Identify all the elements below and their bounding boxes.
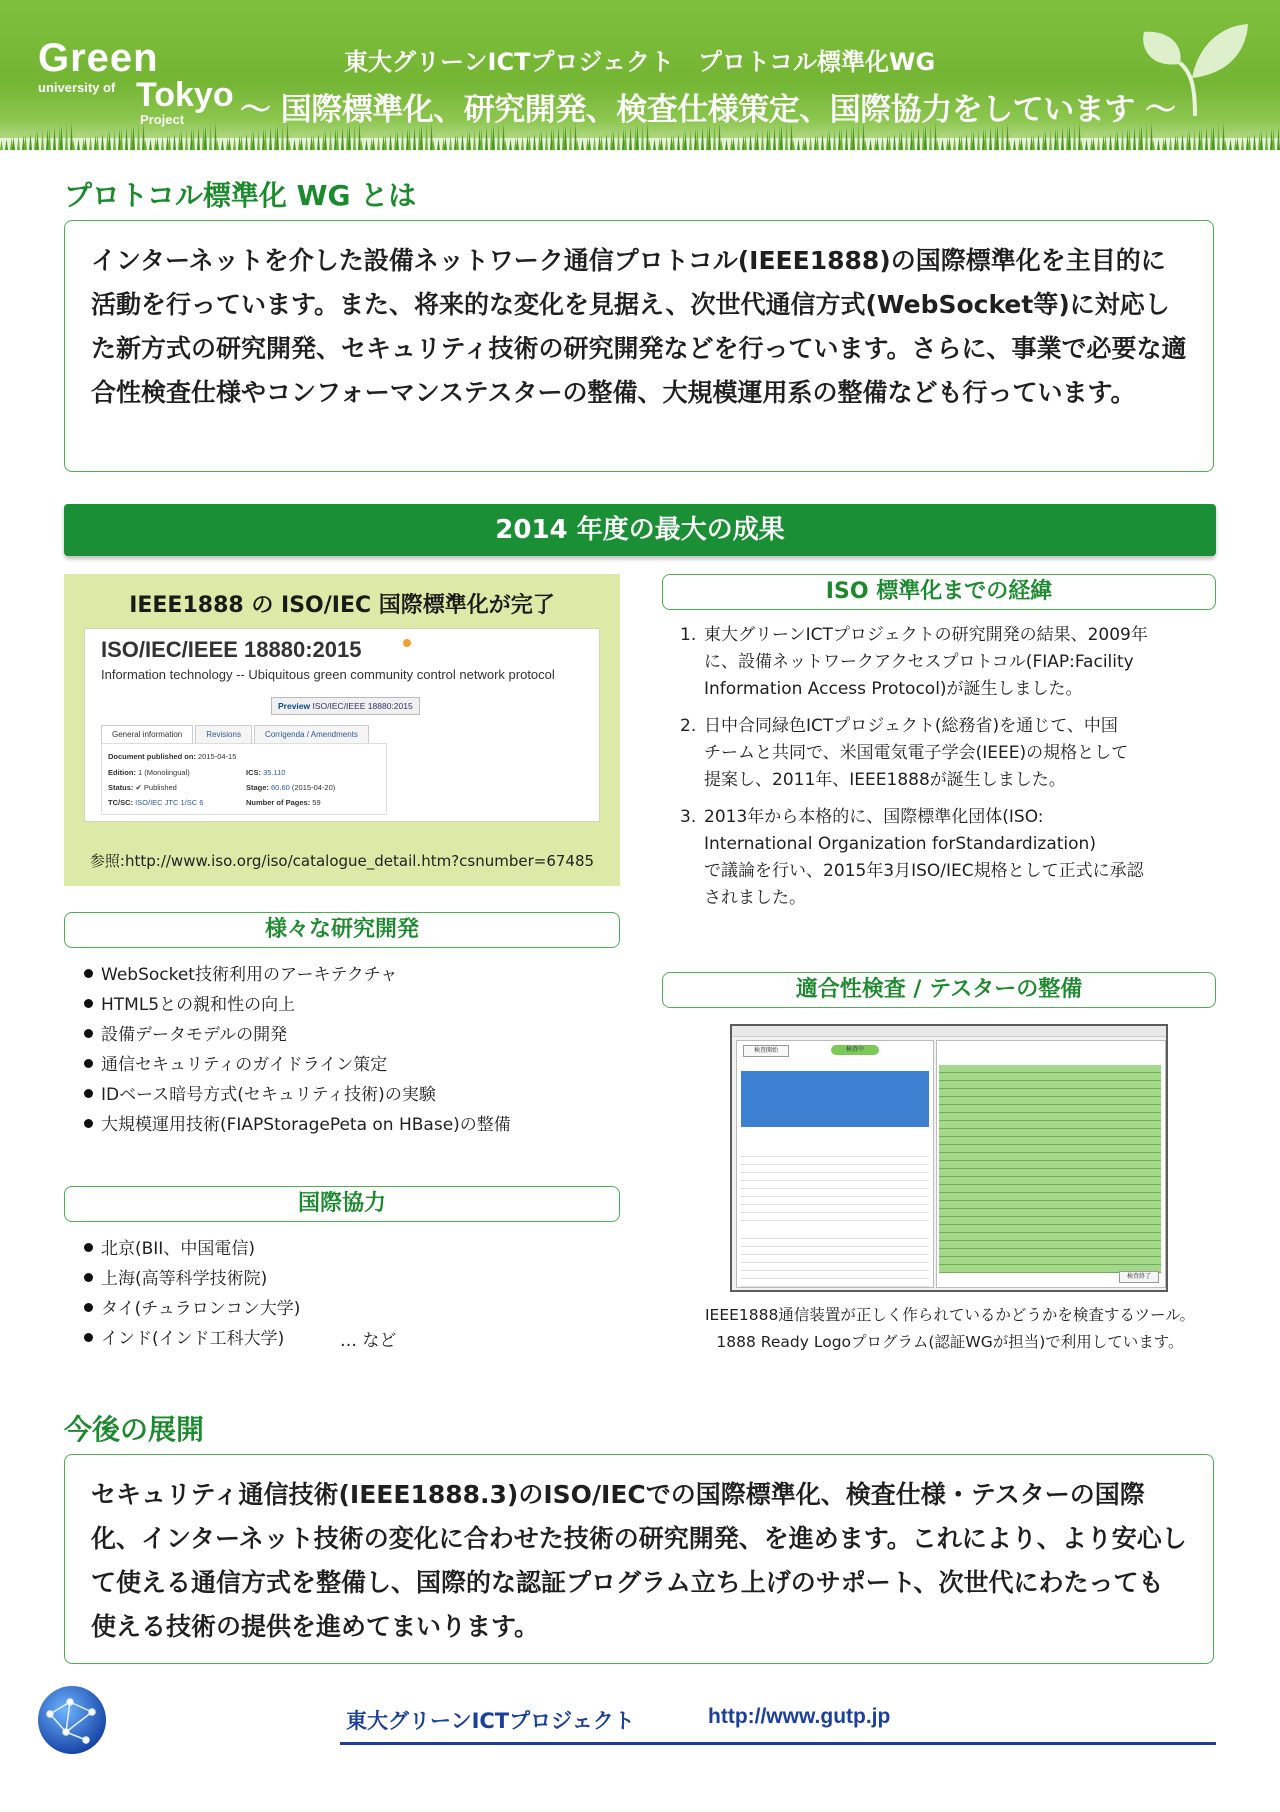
list-item [84,1234,300,1264]
preview-text: ISO/IEC/IEEE 18880:2015 [312,701,413,711]
intl-heading: 国際協力 [64,1186,620,1222]
footer-organization: 東大グリーンICTプロジェクト [346,1709,635,1733]
list-text: HTML5との親和性の向上 [101,995,296,1015]
list-number: 2. [680,716,697,736]
check-icon: ✔ [135,783,142,792]
bullet-icon [84,1303,93,1312]
table-row [741,1255,929,1263]
table-row [741,1247,929,1255]
table-row [939,1121,1161,1129]
intl-list [84,1234,300,1354]
table-row [939,1241,1161,1249]
bullet-icon [84,1029,93,1038]
table-row [939,1233,1161,1241]
edition-label: Edition: [108,768,136,777]
table-row [741,1189,929,1197]
iso-history-heading: ISO 標準化までの経緯 [662,574,1216,610]
table-row [741,1181,929,1189]
list-text: 通信セキュリティのガイドライン策定 [101,1055,388,1075]
tester-left-pane [736,1040,934,1288]
table-row [939,1073,1161,1081]
list-text: 上海(高等科学技術院) [101,1269,268,1289]
future-heading: 今後の展開 [64,1413,205,1446]
start-test-button[interactable]: 検査開始 [743,1045,789,1057]
preview-label: Preview [278,701,311,711]
table-row [741,1231,929,1239]
table-row [939,1185,1161,1193]
footer-url-link[interactable]: http://www.gutp.jp [708,1705,891,1728]
ics-link[interactable]: 35.110 [263,768,286,777]
about-body: インターネットを介した設備ネットワーク通信プロトコル(IEEE1888)の国際標準化を主目的に活動を行っています。また、将来的な変化を見据え、次世代通信方式(WebSocket等)に対応した新方式の研究開発、セキュリティ技術の研究開発などを行っています。さらに、事業で必要な適合性検査仕様やコンフォーマンステスターの整備、大規模運用系の整備なども行っています。 [91,246,1187,407]
status-label: Status: [108,783,134,792]
iso-general-info [101,743,387,815]
table-row [741,1279,929,1287]
bullet-icon [84,1059,93,1068]
logo-green: Green [38,36,159,80]
logo-project: Project [140,112,185,127]
status-value: Published [143,783,177,792]
list-text: 設備データモデルの開発 [101,1025,288,1045]
bullet-icon [84,1119,93,1128]
pages-value: 59 [312,798,321,807]
table-row [939,1145,1161,1153]
table-row [939,1065,1161,1073]
table-row [741,1239,929,1247]
preview-button[interactable] [271,697,420,715]
table-row [939,1153,1161,1161]
bullet-icon [84,1333,93,1342]
table-row [741,1263,929,1271]
finish-test-button[interactable]: 検査終了 [1119,1271,1159,1283]
selected-test-rows [741,1071,929,1127]
header-subtitle: ～ 国際標準化、研究開発、検査仕様策定、国際協力をしています ～ [240,92,1176,128]
table-row [939,1097,1161,1105]
list-number: 3. [680,807,697,827]
future-body: セキュリティ通信技術(IEEE1888.3)のISO/IECでの国際標準化、検査仕様・テスターの国際化、インターネット技術の変化に合わせた技術の研究開発、を進めます。これにより、より安心して使える通信方式を整備し、国際的な認証プログラム立ち上げのサポート、次世代にわたっても使える技術の提供を進めてまいります。 [91,1480,1187,1641]
about-box [64,220,1214,472]
table-row [939,1249,1161,1257]
table-row [741,1165,929,1173]
research-list [84,960,511,1140]
stage-date: (2015-04-20) [291,783,336,792]
table-row [939,1209,1161,1217]
table-row [939,1137,1161,1145]
list-item [84,990,511,1020]
stage-label: Stage: [246,783,269,792]
iso-catalogue-screenshot [84,628,600,822]
iso-tabs [101,725,371,743]
table-row [939,1217,1161,1225]
sprout-leaf-icon [1140,18,1250,118]
iso-shot-subtitle: Information technology -- Ubiquitous green community control network protocol [101,667,555,682]
test-status-badge: 検査中 [831,1045,879,1055]
table-row [939,1193,1161,1201]
list-item [84,1020,511,1050]
list-item [84,1050,511,1080]
list-text: WebSocket技術利用のアーキテクチャ [101,965,398,985]
list-text: タイ(チュラロンコン大学) [101,1299,301,1319]
table-row [939,1081,1161,1089]
research-heading: 様々な研究開発 [64,912,620,948]
tcsc-link[interactable]: ISO/IEC JTC 1/SC 6 [135,798,204,807]
list-item [84,1324,300,1354]
table-row [741,1205,929,1213]
list-item [84,1294,300,1324]
list-item [680,622,1220,703]
footer-divider [340,1742,1216,1745]
header-title: 東大グリーンICTプロジェクト プロトコル標準化WG [344,48,936,76]
bullet-icon [84,969,93,978]
list-text: IDベース暗号方式(セキュリティ技術)の実験 [101,1085,436,1105]
test-results-table [939,1065,1161,1273]
list-text: インド(インド工科大学) [101,1329,285,1349]
list-text: 東大グリーンICTプロジェクトの研究開発の結果、2009年 に、設備ネットワークアクセスプロトコル(FIAP:Facility Information Access Protocol)が誕生しました。 [704,625,1148,699]
tester-right-pane [936,1040,1166,1288]
table-row [939,1105,1161,1113]
tester-heading: 適合性検査 / テスターの整備 [662,972,1216,1008]
table-row [939,1177,1161,1185]
bullet-icon [84,1089,93,1098]
table-row [741,1157,929,1165]
table-row [741,1173,929,1181]
list-item [84,1080,511,1110]
list-item [84,960,511,990]
table-row [939,1201,1161,1209]
iso-reference-url: 参照:http://www.iso.org/iso/catalogue_detail.htm?csnumber=67485 [89,852,595,870]
tcsc-label: TC/SC: [108,798,133,807]
list-number: 1. [680,625,697,645]
stage-link[interactable]: 60.60 [271,783,290,792]
table-row [939,1129,1161,1137]
pages-label: Number of Pages: [246,798,311,807]
edition-value: 1 (Monolingual) [138,768,190,777]
table-row [939,1089,1161,1097]
list-text: 2013年から本格的に、国際標準化団体(ISO: International Organization forStandardization) で議論を行い、2015年3月ISO/IEC規格として正式に承認 されました。 [704,807,1144,908]
table-row [939,1257,1161,1265]
iso-history-list [680,622,1220,922]
test-table-2 [741,1231,929,1287]
tester-screenshot [730,1024,1168,1292]
iso-standard-panel [64,574,620,886]
tab-corrigenda[interactable]: Corrigenda / Amendments [254,725,369,743]
globe-network-icon [36,1684,108,1756]
future-box [64,1454,1214,1664]
about-heading: プロトコル標準化 WG とは [64,179,417,212]
header-banner [0,0,1280,150]
bullet-icon [84,999,93,1008]
tab-general-information[interactable]: General information [101,725,193,743]
table-row [939,1113,1161,1121]
rss-icon [403,639,411,647]
tab-revisions[interactable]: Revisions [195,725,252,743]
list-item [680,713,1220,794]
table-row [741,1149,929,1157]
tester-menubar [732,1026,1168,1037]
bullet-icon [84,1273,93,1282]
iso-shot-title: ISO/IEC/IEEE 18880:2015 [101,637,362,662]
table-row [741,1271,929,1279]
list-item [84,1264,300,1294]
intl-etc: … など [340,1331,397,1351]
published-value: 2015-04-15 [198,752,237,761]
bullet-icon [84,1243,93,1252]
logo-university-of: university of [38,80,116,95]
list-text: 大規模運用技術(FIAPStoragePeta on HBase)の整備 [101,1115,511,1135]
iso-panel-title: IEEE1888 の ISO/IEC 国際標準化が完了 [129,593,555,618]
published-label: Document published on: [108,752,196,761]
table-row [939,1169,1161,1177]
logo-tokyo: Tokyo [136,76,234,114]
list-text: 北京(BII、中国電信) [101,1239,255,1259]
test-table-1 [741,1149,929,1221]
list-item [680,804,1220,912]
list-item [84,1110,511,1140]
table-row [939,1161,1161,1169]
table-row [741,1213,929,1221]
results-banner: 2014 年度の最大の成果 [64,504,1216,556]
list-text: 日中合同緑色ICTプロジェクト(総務省)を通じて、中国 チームと共同で、米国電気電子学会(IEEE)の規格として 提案し、2011年、IEEE1888が誕生しました。 [704,716,1129,790]
table-row [741,1197,929,1205]
table-row [939,1225,1161,1233]
ics-label: ICS: [246,768,261,777]
tester-caption: IEEE1888通信装置が正しく作られているかどうかを検査するツール。 1888 Ready Logoプログラム(認証WGが担当)で利用しています。 [704,1306,1196,1351]
